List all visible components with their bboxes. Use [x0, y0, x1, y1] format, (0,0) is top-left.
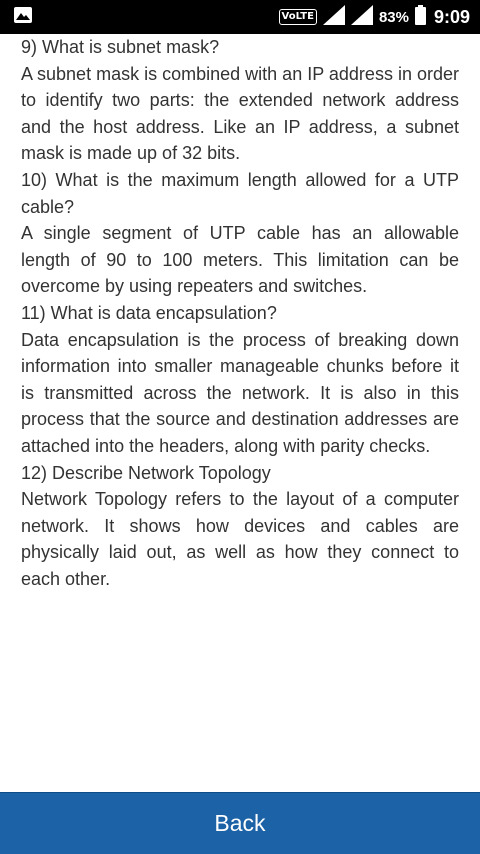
- question-9: 9) What is subnet mask?: [21, 37, 220, 57]
- question-10: 10) What is the maximum length allowed for a UTP cable?: [21, 169, 459, 217]
- volte-indicator: VoLTE: [279, 9, 317, 25]
- back-button-label: Back: [214, 810, 266, 836]
- question-11: 11) What is data encapsulation?: [21, 302, 277, 323]
- article-content[interactable]: [0, 34, 480, 792]
- answer-11: Data encapsulation is the process of breaking down information into smaller manageable chunks before it is transmitted across the network. It is also in this process that the source and destination addresses are attached into the headers, along with parity checks.: [21, 329, 459, 456]
- answer-10: A single segment of UTP cable has an allowable length of 90 to 100 meters. This limitation can be overcome by using repeaters and switches.: [21, 223, 459, 297]
- status-left: [14, 7, 32, 28]
- signal-icon: [323, 5, 345, 30]
- battery-percent: 83%: [378, 8, 409, 26]
- status-bar: [0, 0, 480, 34]
- back-button[interactable]: [0, 792, 480, 854]
- battery-icon: [415, 5, 426, 30]
- image-icon: [14, 7, 32, 28]
- clock: 9:09: [433, 6, 470, 27]
- answer-9: A subnet mask is combined with an IP address in order to identify two parts: the extended network address and the host address. Like an IP address, a subnet mask is made up of 32 bits.: [21, 63, 459, 164]
- signal-icon-2: [351, 5, 373, 30]
- question-12: 12) Describe Network Topology: [21, 462, 271, 483]
- status-right: [279, 5, 471, 30]
- answer-12: Network Topology refers to the layout of a computer network. It shows how devices and cables are physically laid out, as well as how they connect to each other.: [21, 489, 459, 589]
